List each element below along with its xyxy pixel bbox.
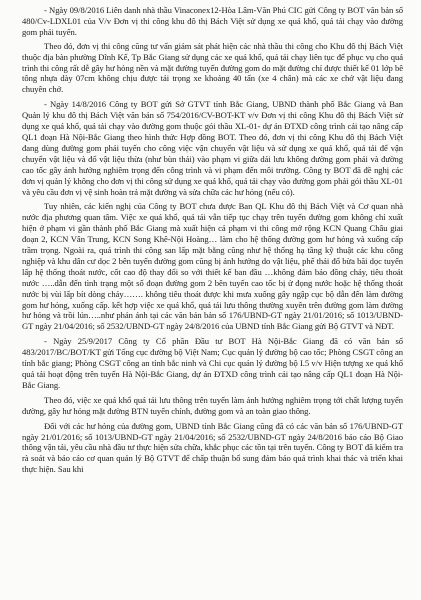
paragraph-3: - Ngày 14/8/2016 Công ty BOT gửi Sở GTVT tỉnh Bắc Giang, UBND thành phố Bắc Giang và Ban Quản lý khu đô thị Bách Việt văn bản số 754/2016/CV-BOT-KT v/v Đơn vị thi công Khu đô thị Bách Việt sử dụng xe quá khổ, quá tải chạy vào đường gom thuộc gói thầu XL-01- dự án ĐTXD công trình cải tạo nâng cấp QL1 đoạn Hà Nội-Bắc Giang theo hình thức Hợp đồng BOT. Theo đó, đơn vị thi công Khu đô thị Bách Việt đang dùng đường gom phải tuyến cho công việc vận chuyển vật liệu và sử dụng xe quá khổ, quá tải để vận chuyển vật liệu và đổ vật liệu thừa (như bùn thải) vào phạm vi giữa dải lưu không đường gom phải và đường cao tốc gây ảnh hưởng nghiêm trọng đến công trình và vi phạm đến môi trường. Công ty BOT đã đề nghị các đơn vị quản lý không cho đơn vị thi công sử dụng xe quá khổ, quá tải chạy vào đường gom phải gói thầu XL-01 và yêu cầu đơn vị vệ sinh hoàn trả mặt đường và sửa chữa các hư hỏng (nếu có). (22, 99, 403, 197)
paragraph-2: Theo đó, đơn vị thi công cũng tư vấn giám sát phát hiện các nhà thầu thi công cho Khu đô thị Bách Việt thuộc địa bàn phường Dĩnh Kế, Tp Bắc Giang sử dụng các xe quá khổ, quá tải chạy liên tục để phục vụ cho quá trình thi công rất dễ gây hư hỏng nền và mặt đường tuyến đường gom do mặt đường chỉ được thiết kế 01 lớp bê tông nhựa dày 07cm không chịu được tải trọng xe khoảng 40 tấn (xe 4 chân) mà các xe chở vật liệu đang chuyên chở. (22, 40, 403, 95)
paragraph-6: Theo đó, việc xe quá khổ quá tải lưu thông trên tuyến làm ảnh hưởng nghiêm trọng tới chất lượng tuyến đường, gây hư hỏng mặt đường BTN tuyến chính, đường gom và an toàn giao thông. (22, 394, 403, 416)
paragraph-4: Tuy nhiên, các kiến nghị của Công ty BOT chưa được Ban QL Khu đô thị Bách Việt và Cơ quan nhà nước địa phương quan tâm. Việc xe quá khổ, quá tải vẫn tiếp tục chạy trên tuyến đường gom không chỉ xuất hiện ở phạm vi gần thành phố Bắc Giang mà xuất hiện cả phạm vi thi công mở rộng KCN Quang Châu giai đoạn 2, KCN Vân Trung, KCN Song Khê-Nội Hoàng… làm cho hệ thống đường gom hư hỏng và xuống cấp trầm trọng. Ngoài ra, quá trình thi công san lấp mặt bằng cũng như hệ thống hạ tầng kỹ thuật các khu công nghiệp và khu dân cư dọc 2 bên tuyến đường gom cũng bị ảnh hưởng do vật liệu, phế thải đổ bừa bãi dọc tuyến lấp hệ thống thoát nước, cốt cao độ thay đổi so với thiết kế ban đầu …không đảm bảo đồng chảy, tiêu thoát nước …..dẫn đến tình trạng một số đoạn đường gom 2 bên tuyến cao tốc bị ử đọng nước hoặc hệ thống thoát nước bị vùi lấp bít dòng chảy……. không tiêu thoát được khi mưa xuống gây ngập cục bộ dẫn đến làm đường gom hư hỏng, xuống cấp. kết hợp việc xe quá khổ, quá tải lưu thông thường xuyên trên đường gom làm đường hư hỏng và trồi lún…..như phản ánh tại các văn bản bản số 176/UBND-GT ngày 21/01/2016; số 1013/UBND-GT ngày 21/04/2016; số 2532/UBND-GT ngày 24/8/2016 của UBND tỉnh Bắc Giang gửi Bộ GTVT và NĐT. (22, 201, 403, 332)
paragraph-1: - Ngày 09/8/2016 Liên danh nhà thầu Vinaconex12-Hòa Lâm-Văn Phú CIC gửi Công ty BOT văn bản số 480/Cv-LDXL01 của V/v Đơn vị thi công khu đô thị Bách Việt sử dụng xe quá khổ, quá tải chạy vào đường gom phải tuyến. (22, 5, 403, 37)
paragraph-7: Đối với các hư hỏng của đường gom, UBND tỉnh Bắc Giang cũng đã có các văn bản số 176/UBND-GT ngày 21/01/2016; số 1013/UBND-GT ngày 21/04/2016; số 2532/UBND-GT ngày 24/8/2016 báo cáo Bộ Giao thông vận tải, yêu cầu nhà đầu tư thực hiện sửa chữa, khắc phục các tồn tại trên tuyến. Công ty BOT đã kiểm tra rà soát và báo cáo cơ quan quản lý Bộ GTVT để chấp thuận bổ sung đảm bảo quá trình khai thác và triển khai thực hiện. Sau khi (22, 420, 403, 475)
document-body (22, 5, 403, 475)
paragraph-5: - Ngày 25/9/2017 Công ty Cổ phần Đầu tư BOT Hà Nội-Bắc Giang đã có văn bản số 483/2017/BC/BOT/KT gửi Tổng cục đường bộ Việt Nam; Cục quản lý đường bộ cao tốc; Phòng CSGT công an tỉnh bắc giang; Phòng CSGT công an tỉnh bắc ninh và Chi cục quản lý đường bộ I.5 v/v Hiện tượng xe quá khổ quá tải hoạt động trên tuyến Hà Nội-Bắc Giang, dự án ĐTXD công trình cải tạo nâng cấp QL1 đoạn Hà Nội-Bắc Giang. (22, 336, 403, 390)
